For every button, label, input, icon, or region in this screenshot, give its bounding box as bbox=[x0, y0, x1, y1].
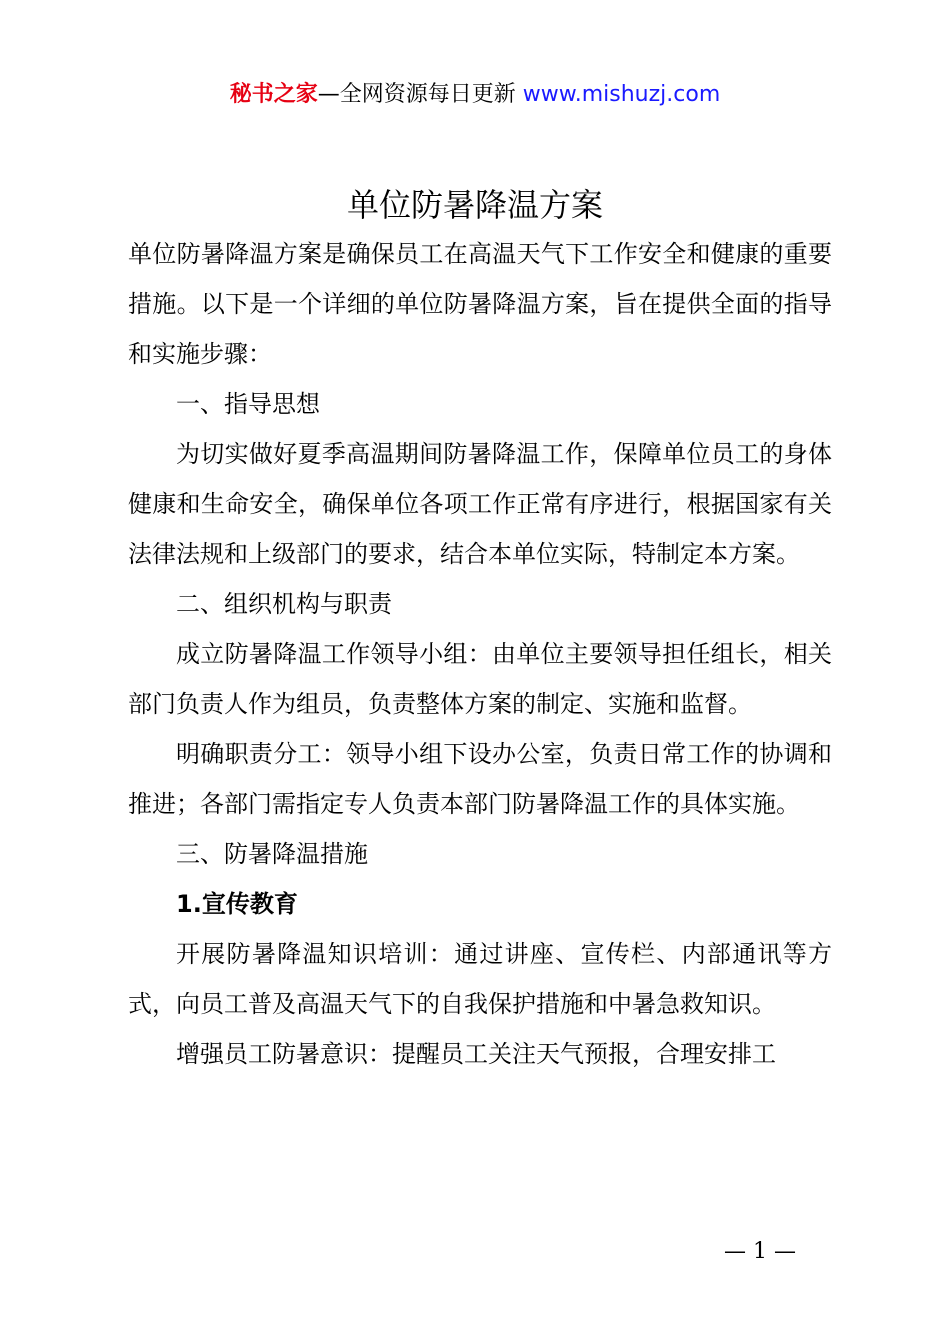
intro-paragraph: 单位防暑降温方案是确保员工在高温天气下工作安全和健康的重要措施。以下是一个详细的单位防暑降温方案，旨在提供全面的指导和实施步骤： bbox=[128, 240, 832, 368]
paragraph-awareness: 增强员工防暑意识：提醒员工关注天气预报，合理安排工 bbox=[176, 1040, 776, 1068]
section-heading-measures: 三、防暑降温措施 bbox=[176, 840, 368, 868]
header-tagline: —全网资源每日更新 bbox=[317, 82, 523, 107]
brand-name: 秘书之家 bbox=[229, 82, 318, 107]
site-header bbox=[0, 78, 950, 112]
subsection-heading-education: 1.宣传教育 bbox=[176, 890, 298, 918]
paragraph-training: 开展防暑降温知识培训：通过讲座、宣传栏、内部通讯等方式，向员工普及高温天气下的自我保护措施和中暑急救知识。 bbox=[128, 940, 832, 1018]
paragraph-responsibilities: 明确职责分工：领导小组下设办公室，负责日常工作的协调和推进；各部门需指定专人负责本部门防暑降温工作的具体实施。 bbox=[128, 740, 832, 818]
paragraph-guiding-ideology: 为切实做好夏季高温期间防暑降温工作，保障单位员工的身体健康和生命安全，确保单位各项工作正常有序进行，根据国家有关法律法规和上级部门的要求，结合本单位实际，特制定本方案。 bbox=[128, 440, 832, 568]
page-number: — 1 — bbox=[724, 1239, 796, 1264]
site-url-link[interactable]: www.mishuzj.com bbox=[522, 82, 721, 107]
document-title: 单位防暑降温方案 bbox=[346, 186, 603, 224]
paragraph-leading-group: 成立防暑降温工作领导小组：由单位主要领导担任组长，相关部门负责人作为组员，负责整体方案的制定、实施和监督。 bbox=[128, 640, 832, 718]
document-body bbox=[128, 229, 832, 1079]
section-heading-guiding-ideology: 一、指导思想 bbox=[176, 390, 320, 418]
section-heading-organization: 二、组织机构与职责 bbox=[176, 590, 392, 618]
